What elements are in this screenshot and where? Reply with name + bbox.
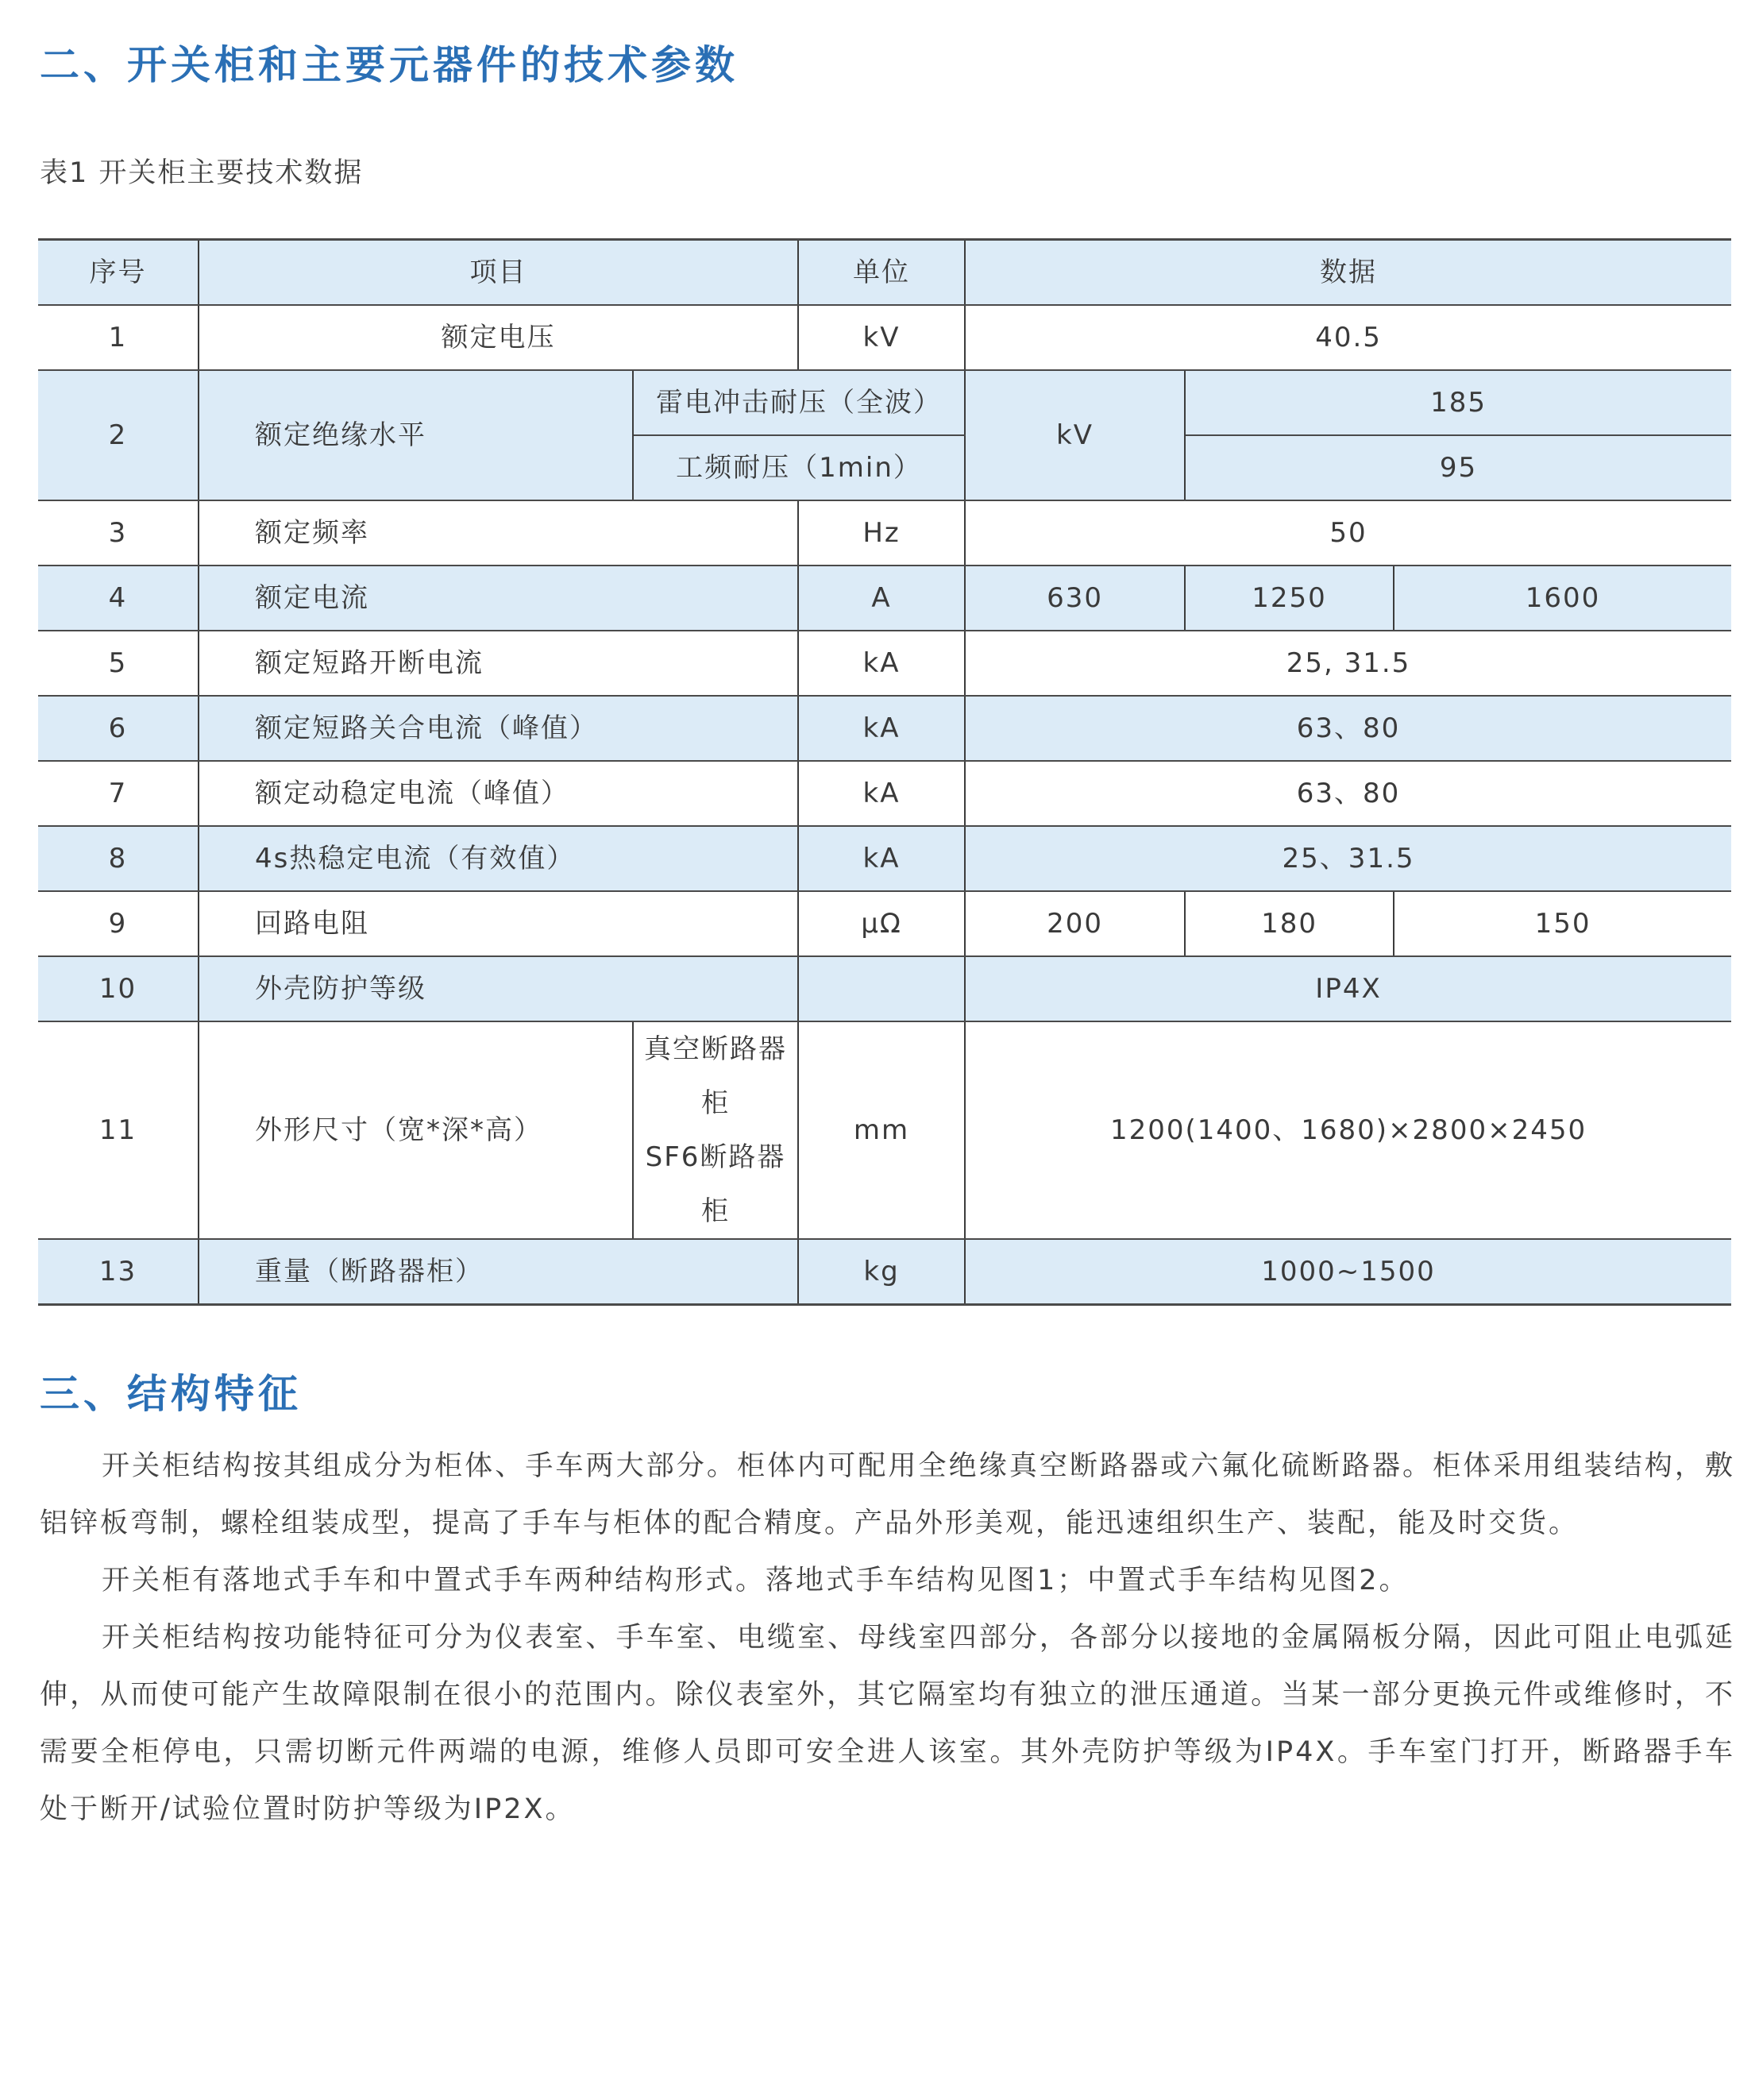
section-title-parameters: 二、开关柜和主要元器件的技术参数 bbox=[40, 42, 739, 88]
row-no: 6 bbox=[38, 696, 199, 761]
row-value: 1600 bbox=[1394, 566, 1731, 631]
section-title-structure: 三、结构特征 bbox=[40, 1371, 302, 1417]
row-item: 回路电阻 bbox=[199, 891, 798, 956]
row-unit: kg bbox=[798, 1239, 965, 1305]
row-item: 额定绝缘水平 bbox=[199, 370, 633, 500]
row-item: 额定电压 bbox=[199, 305, 798, 370]
row-no: 11 bbox=[38, 1021, 199, 1239]
row-value: 180 bbox=[1185, 891, 1394, 956]
row-value: 25、31.5 bbox=[965, 826, 1731, 891]
header-data: 数据 bbox=[965, 240, 1731, 306]
table-row bbox=[38, 696, 1731, 761]
table-row bbox=[38, 500, 1731, 566]
row-no: 9 bbox=[38, 891, 199, 956]
row-no: 4 bbox=[38, 566, 199, 631]
row-item: 额定电流 bbox=[199, 566, 798, 631]
row-no: 5 bbox=[38, 631, 199, 696]
header-no: 序号 bbox=[38, 240, 199, 306]
table-row bbox=[38, 761, 1731, 826]
spec-table bbox=[38, 238, 1731, 1306]
row-unit: mm bbox=[798, 1021, 965, 1239]
table-header-row bbox=[38, 240, 1731, 306]
row-unit: A bbox=[798, 566, 965, 631]
row-value: 1250 bbox=[1185, 566, 1394, 631]
cabinet-type-sf6: SF6断路器柜 bbox=[645, 1141, 786, 1227]
row-value: 25, 31.5 bbox=[965, 631, 1731, 696]
row-no: 1 bbox=[38, 305, 199, 370]
row-value: 63、80 bbox=[965, 761, 1731, 826]
row-unit: kV bbox=[798, 305, 965, 370]
row-subitem: 工频耐压（1min） bbox=[633, 435, 965, 500]
row-value: 95 bbox=[1185, 435, 1731, 500]
table-row bbox=[38, 826, 1731, 891]
row-unit: kA bbox=[798, 826, 965, 891]
row-subitem: 雷电冲击耐压（全波） bbox=[633, 370, 965, 435]
row-no: 13 bbox=[38, 1239, 199, 1305]
row-item: 4s热稳定电流（有效值） bbox=[199, 826, 798, 891]
paragraph: 开关柜结构按功能特征可分为仪表室、手车室、电缆室、母线室四部分，各部分以接地的金属隔板分隔，因此可阻止电弧延伸，从而使可能产生故障限制在很小的范围内。除仪表室外，其它隔室均有独立的泄压通道。当某一部分更换元件或维修时，不需要全柜停电，只需切断元件两端的电源，维修人员即可安全进人该室。其外壳防护等级为IP4X。手车室门打开，断路器手车处于断开/试验位置时防护等级为IP2X。 bbox=[40, 1622, 1735, 1825]
row-no: 2 bbox=[38, 370, 199, 500]
row-value: 40.5 bbox=[965, 305, 1731, 370]
row-item: 外形尺寸（宽*深*高） bbox=[199, 1021, 633, 1239]
row-no: 7 bbox=[38, 761, 199, 826]
row-value: 150 bbox=[1394, 891, 1731, 956]
table-row bbox=[38, 566, 1731, 631]
row-no: 3 bbox=[38, 500, 199, 566]
paragraph: 开关柜结构按其组成分为柜体、手车两大部分。柜体内可配用全绝缘真空断路器或六氟化硫断路器。柜体采用组装结构，敷铝锌板弯制，螺栓组装成型，提高了手车与柜体的配合精度。产品外形美观，能迅速组织生产、装配，能及时交货。 bbox=[40, 1450, 1735, 1539]
header-item: 项目 bbox=[199, 240, 798, 306]
header-unit: 单位 bbox=[798, 240, 965, 306]
row-value: 50 bbox=[965, 500, 1731, 566]
row-unit: kA bbox=[798, 696, 965, 761]
cabinet-type-vacuum: 真空断路器柜 bbox=[644, 1033, 788, 1119]
row-value: 1200(1400、1680)×2800×2450 bbox=[965, 1021, 1731, 1239]
row-value: 1000~1500 bbox=[965, 1239, 1731, 1305]
row-unit: Hz bbox=[798, 500, 965, 566]
row-unit: μΩ bbox=[798, 891, 965, 956]
row-item: 额定短路关合电流（峰值） bbox=[199, 696, 798, 761]
table-row bbox=[38, 956, 1731, 1021]
row-item: 额定动稳定电流（峰值） bbox=[199, 761, 798, 826]
row-item: 重量（断路器柜） bbox=[199, 1239, 798, 1305]
row-value: 185 bbox=[1185, 370, 1731, 435]
table-row bbox=[38, 631, 1731, 696]
paragraph: 开关柜有落地式手车和中置式手车两种结构形式。落地式手车结构见图1；中置式手车结构见图2。 bbox=[102, 1565, 1410, 1596]
table-caption: 表1 开关柜主要技术数据 bbox=[40, 157, 364, 189]
row-unit: kA bbox=[798, 761, 965, 826]
table-row bbox=[38, 891, 1731, 956]
row-item: 额定短路开断电流 bbox=[199, 631, 798, 696]
row-item: 外壳防护等级 bbox=[199, 956, 798, 1021]
table-row bbox=[38, 370, 1731, 435]
row-unit: kV bbox=[965, 370, 1185, 500]
row-value: 630 bbox=[965, 566, 1185, 631]
row-item: 额定频率 bbox=[199, 500, 798, 566]
row-no: 8 bbox=[38, 826, 199, 891]
row-value: 200 bbox=[965, 891, 1185, 956]
table-row bbox=[38, 305, 1731, 370]
table-row bbox=[38, 1239, 1731, 1305]
table-row bbox=[38, 1021, 1731, 1239]
row-value: 63、80 bbox=[965, 696, 1731, 761]
row-value: IP4X bbox=[965, 956, 1731, 1021]
row-unit: kA bbox=[798, 631, 965, 696]
row-no: 10 bbox=[38, 956, 199, 1021]
row-cabinet-types bbox=[633, 1021, 798, 1239]
structure-text bbox=[40, 1438, 1735, 1838]
row-unit bbox=[798, 956, 965, 1021]
